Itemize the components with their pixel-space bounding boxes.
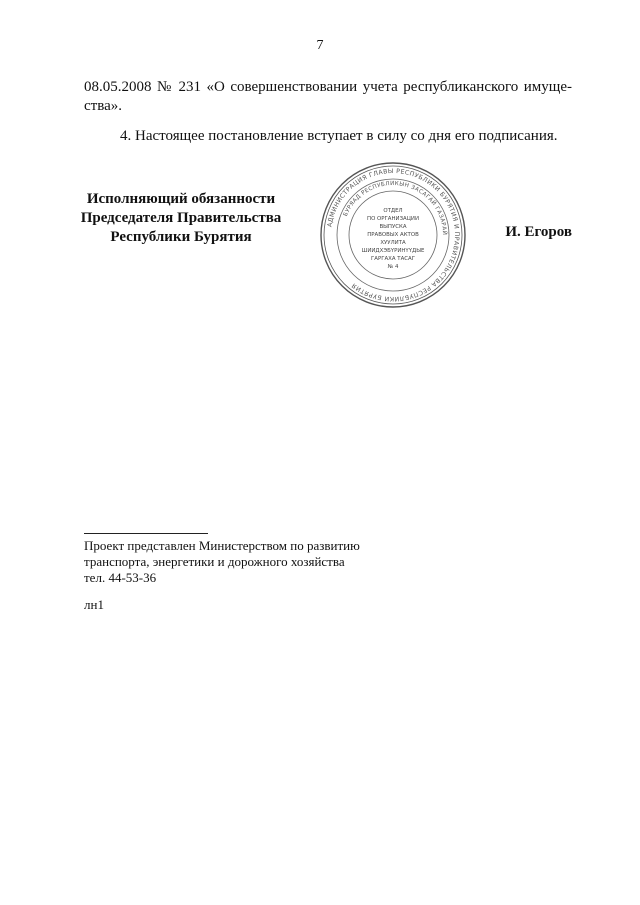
signatory-position-line-3: Республики Бурятия xyxy=(110,229,252,245)
stamp-center-line-5: ХУУЛИТА xyxy=(380,240,406,246)
official-seal-stamp xyxy=(318,160,468,310)
footnote-line-2: транспорта, энергетики и дорожного хозяйства xyxy=(84,554,345,569)
signatory-position-line-1: Исполняющий обязанности xyxy=(86,191,276,207)
stamp-center-line-8: № 4 xyxy=(387,264,399,270)
stamp-center-line-4: ПРАВОВЫХ АКТОВ xyxy=(367,232,419,238)
stamp-center-line-2: ПО ОРГАНИЗАЦИИ xyxy=(367,216,419,222)
paragraph-1-line-2: ства». xyxy=(84,98,123,114)
stamp-inner-text: БУРЯАД РЕСПУБЛИКЫН ЗАСАГАЙ ГАЗАРАЙ xyxy=(342,180,448,236)
stamp-center-line-1: ОТДЕЛ xyxy=(383,208,403,214)
signer-name: И. Егоров xyxy=(505,224,572,240)
stamp-outer-text: АДМИНИСТРАЦИЯ ГЛАВЫ РЕСПУБЛИКИ БУРЯТИЯ И ПРАВИТЕЛЬСТВА РЕСПУБЛИКИ БУРЯТИЯ xyxy=(326,167,461,303)
stamp-center-line-3: ВЫПУСКА xyxy=(379,224,407,230)
footnote-line-1: Проект представлен Министерством по развитию xyxy=(84,538,360,553)
signatory-position xyxy=(76,190,286,247)
footnote xyxy=(84,538,360,586)
footnote-divider xyxy=(84,533,208,534)
body-paragraph-1 xyxy=(84,78,572,116)
paragraph-1-line-1: 08.05.2008 № 231 «О совершенствовании учета республиканского имуще- xyxy=(84,79,572,95)
page-number: 7 xyxy=(316,38,324,53)
signatory-position-line-2: Председателя Правительства xyxy=(80,210,282,226)
body-paragraph-2: 4. Настоящее постановление вступает в силу со дня его подписания. xyxy=(120,128,558,144)
footnote-phone: тел. 44-53-36 xyxy=(84,570,157,585)
document-code-mark: лн1 xyxy=(84,597,104,612)
stamp-center-line-7: ГАРГАХА ТАСАГ xyxy=(370,256,416,262)
stamp-center-line-6: ШИИДХЭБҮРИНҮҮДЫЕ xyxy=(361,248,425,254)
